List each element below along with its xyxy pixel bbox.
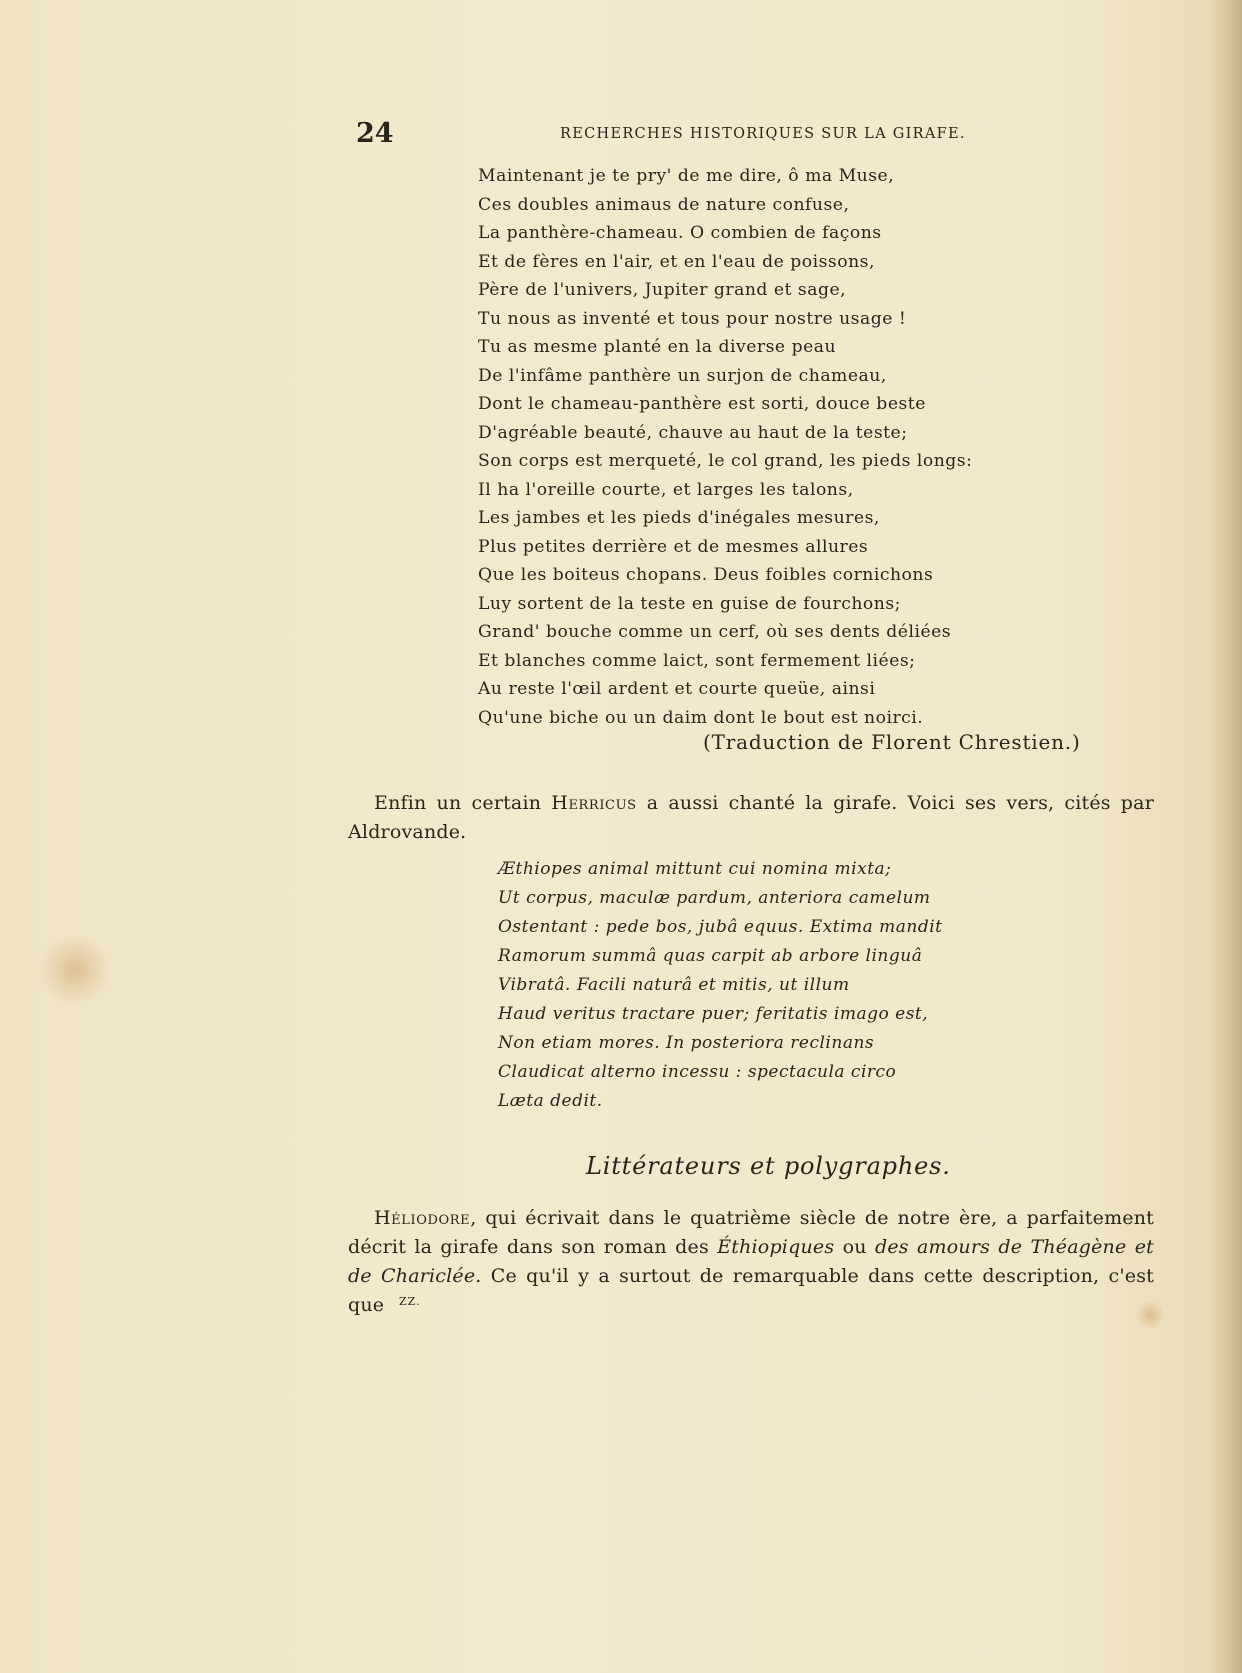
running-head: RECHERCHES HISTORIQUES SUR LA GIRAFE. [560, 126, 966, 142]
latin-line: Non etiam mores. In posteriora reclinans [498, 1033, 875, 1053]
page-number: 24 [356, 118, 394, 149]
page-edge-shadow [1208, 0, 1242, 1673]
poem-line: Tu as mesme planté en la diverse peau [478, 337, 837, 357]
latin-line: Haud veritus tractare puer; feritatis imago est, [498, 1004, 929, 1024]
poem-line: Au reste l'œil ardent et courte queüe, ainsi [478, 679, 876, 699]
page-header [0, 118, 1242, 154]
poem-line: Tu nous as inventé et tous pour nostre usage ! [478, 308, 907, 329]
latin-line: Ramorum summâ quas carpit ab arbore linguâ [498, 946, 923, 966]
poem-line: Grand' bouche comme un cerf, où ses dents déliées [478, 622, 952, 642]
paragraph-text: a aussi chanté la girafe. Voici ses vers, cités par Aldrovande. [348, 792, 1154, 843]
work-title: Éthiopiques [717, 1236, 835, 1258]
poem-line: De l'infâme panthère un surjon de chameau, [478, 365, 887, 386]
latin-line: Vibratâ. Facili naturâ et mitis, ut illum [498, 975, 850, 995]
section-title: Littérateurs et polygraphes. [586, 1152, 951, 1180]
author-name: Héliodore [374, 1207, 471, 1229]
poem-line: Et de fères en l'air, et en l'eau de poissons, [478, 251, 875, 272]
poem-line: Maintenant je te pry' de me dire, ô ma Muse, [478, 166, 895, 186]
latin-line: Ostentant : pede bos, jubâ equus. Extima mandit [498, 917, 943, 937]
poem-line: Que les boiteus chopans. Deus foibles cornichons [478, 565, 934, 585]
poem-line: Il ha l'oreille courte, et larges les talons, [478, 479, 854, 500]
poem-line: Plus petites derrière et de mesmes allures [478, 536, 869, 557]
paragraph-heliodore [348, 1204, 1154, 1320]
paragraph-text: Enfin un certain [374, 792, 552, 814]
poem-line: Père de l'univers, Jupiter grand et sage, [478, 280, 847, 300]
printer-signature: ZZ. [399, 1295, 421, 1308]
poem-line: Et blanches comme laict, sont fermement liées; [478, 650, 916, 671]
latin-line: Læta dedit. [498, 1091, 603, 1111]
french-poem [478, 162, 972, 732]
poem-line: Son corps est merqueté, le col grand, les pieds longs: [478, 451, 973, 471]
poem-line: D'agréable beauté, chauve au haut de la teste; [478, 422, 908, 443]
latin-line: Claudicat alterno incessu : spectacula circo [498, 1062, 897, 1082]
poem-line: La panthère-chameau. O combien de façons [478, 223, 882, 243]
latin-line: Ut corpus, maculæ pardum, anteriora camelum [498, 888, 931, 908]
latin-line: Æthiopes animal mittunt cui nomina mixta; [498, 859, 892, 879]
poem-line: Qu'une biche ou un daim dont le bout est noirci. [478, 707, 924, 728]
paragraph-herricus [348, 789, 1154, 847]
author-name: Herricus [551, 792, 637, 814]
latin-verses [498, 855, 943, 1116]
paragraph-text: , qui écrivait dans le quatrième siècle de notre ère, a parfaitement décrit la girafe dans son roman des [348, 1207, 1154, 1258]
paragraph-text: Ce qu'il y a surtout de remarquable dans cette description, c'est que [348, 1265, 1154, 1316]
foxing-stain [40, 935, 110, 1005]
paragraph-text: ou [834, 1236, 875, 1258]
poem-line: Les jambes et les pieds d'inégales mesures, [478, 508, 880, 528]
poem-line: Luy sortent de la teste en guise de fourchons; [478, 593, 901, 614]
translation-attribution: (Traduction de Florent Chrestien.) [703, 730, 1081, 754]
poem-line: Ces doubles animaus de nature confuse, [478, 194, 850, 215]
poem-line: Dont le chameau-panthère est sorti, douce beste [478, 394, 926, 414]
work-title: des amours de Théagène et de Chariclée. [348, 1236, 1154, 1287]
